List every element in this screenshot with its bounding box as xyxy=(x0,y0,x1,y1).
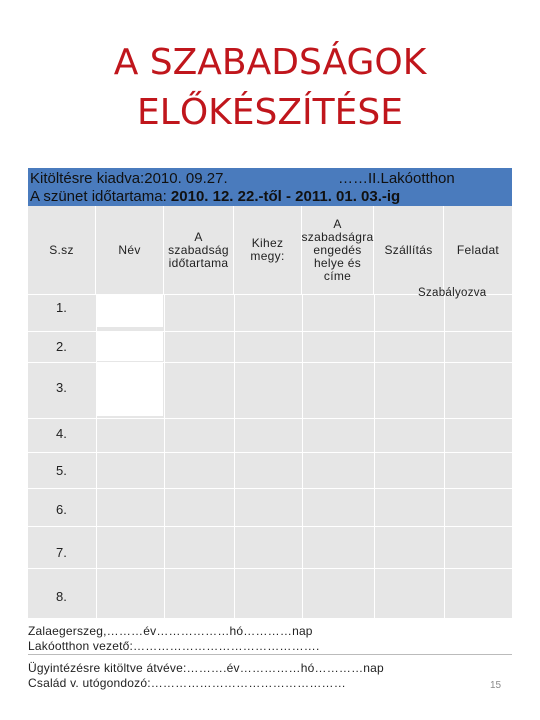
header-szallitas: Szállítás xyxy=(374,206,444,294)
footer-line-4: Család v. utógondozó:………………………………………… xyxy=(28,676,346,690)
break-period-value: 2010. 12. 22.-től - 2011. 01. 03.-ig xyxy=(170,188,401,205)
row-divider xyxy=(28,568,512,569)
row-number: 8. xyxy=(56,589,67,604)
header-tartam: A szabadság időtartama xyxy=(164,206,234,294)
row-divider xyxy=(28,452,512,453)
col-divider xyxy=(96,294,97,618)
col-divider xyxy=(302,294,303,618)
break-period xyxy=(30,188,400,206)
header-nev: Név xyxy=(96,206,164,294)
title-line-1: A SZABADSÁGOK xyxy=(113,42,427,83)
break-period-label: A szünet időtartama: xyxy=(30,188,171,205)
row-divider xyxy=(28,488,512,489)
header-hely: A szabadságra engedés helye és címe xyxy=(302,206,374,294)
row-number: 3. xyxy=(56,380,67,395)
row-number: 6. xyxy=(56,502,67,517)
name-field-1[interactable] xyxy=(97,295,163,327)
row-number: 4. xyxy=(56,426,67,441)
footer-line-1: Zalaegerszeg,………év………………hó…………nap xyxy=(28,624,313,638)
row-number: 5. xyxy=(56,463,67,478)
row-divider xyxy=(28,526,512,527)
header-ssz: S.sz xyxy=(28,206,96,294)
row-number: 7. xyxy=(56,545,67,560)
row-divider xyxy=(28,418,512,419)
feladat-note: Szabályozva xyxy=(418,287,487,299)
institution-name: ……II.Lakóotthon xyxy=(338,170,455,187)
col-divider xyxy=(164,294,165,618)
issued-date: Kitöltésre kiadva:2010. 09.27. xyxy=(30,170,228,187)
col-divider xyxy=(444,294,445,618)
page-title xyxy=(0,38,540,138)
row-number: 2. xyxy=(56,339,67,354)
footer-divider xyxy=(28,654,512,655)
title-line-2: ELŐKÉSZÍTÉSE xyxy=(137,92,403,133)
leave-table xyxy=(28,206,512,618)
row-number: 1. xyxy=(56,300,67,315)
col-divider xyxy=(234,294,235,618)
header-kihez: Kihez megy: xyxy=(234,206,302,294)
footer-line-3: Ügyintézésre kitöltve átvéve:……….év……………hó…………nap xyxy=(28,661,384,675)
page-number: 15 xyxy=(490,680,502,691)
signature-block-1 xyxy=(28,624,512,654)
name-field-3[interactable] xyxy=(97,362,163,416)
name-field-2[interactable] xyxy=(97,331,163,361)
footer-line-2: Lakóotthon vezető:………………………………………. xyxy=(28,639,320,653)
info-banner xyxy=(28,168,512,206)
header-feladat: Feladat xyxy=(456,242,500,257)
col-divider xyxy=(374,294,375,618)
signature-block-2 xyxy=(28,661,512,691)
